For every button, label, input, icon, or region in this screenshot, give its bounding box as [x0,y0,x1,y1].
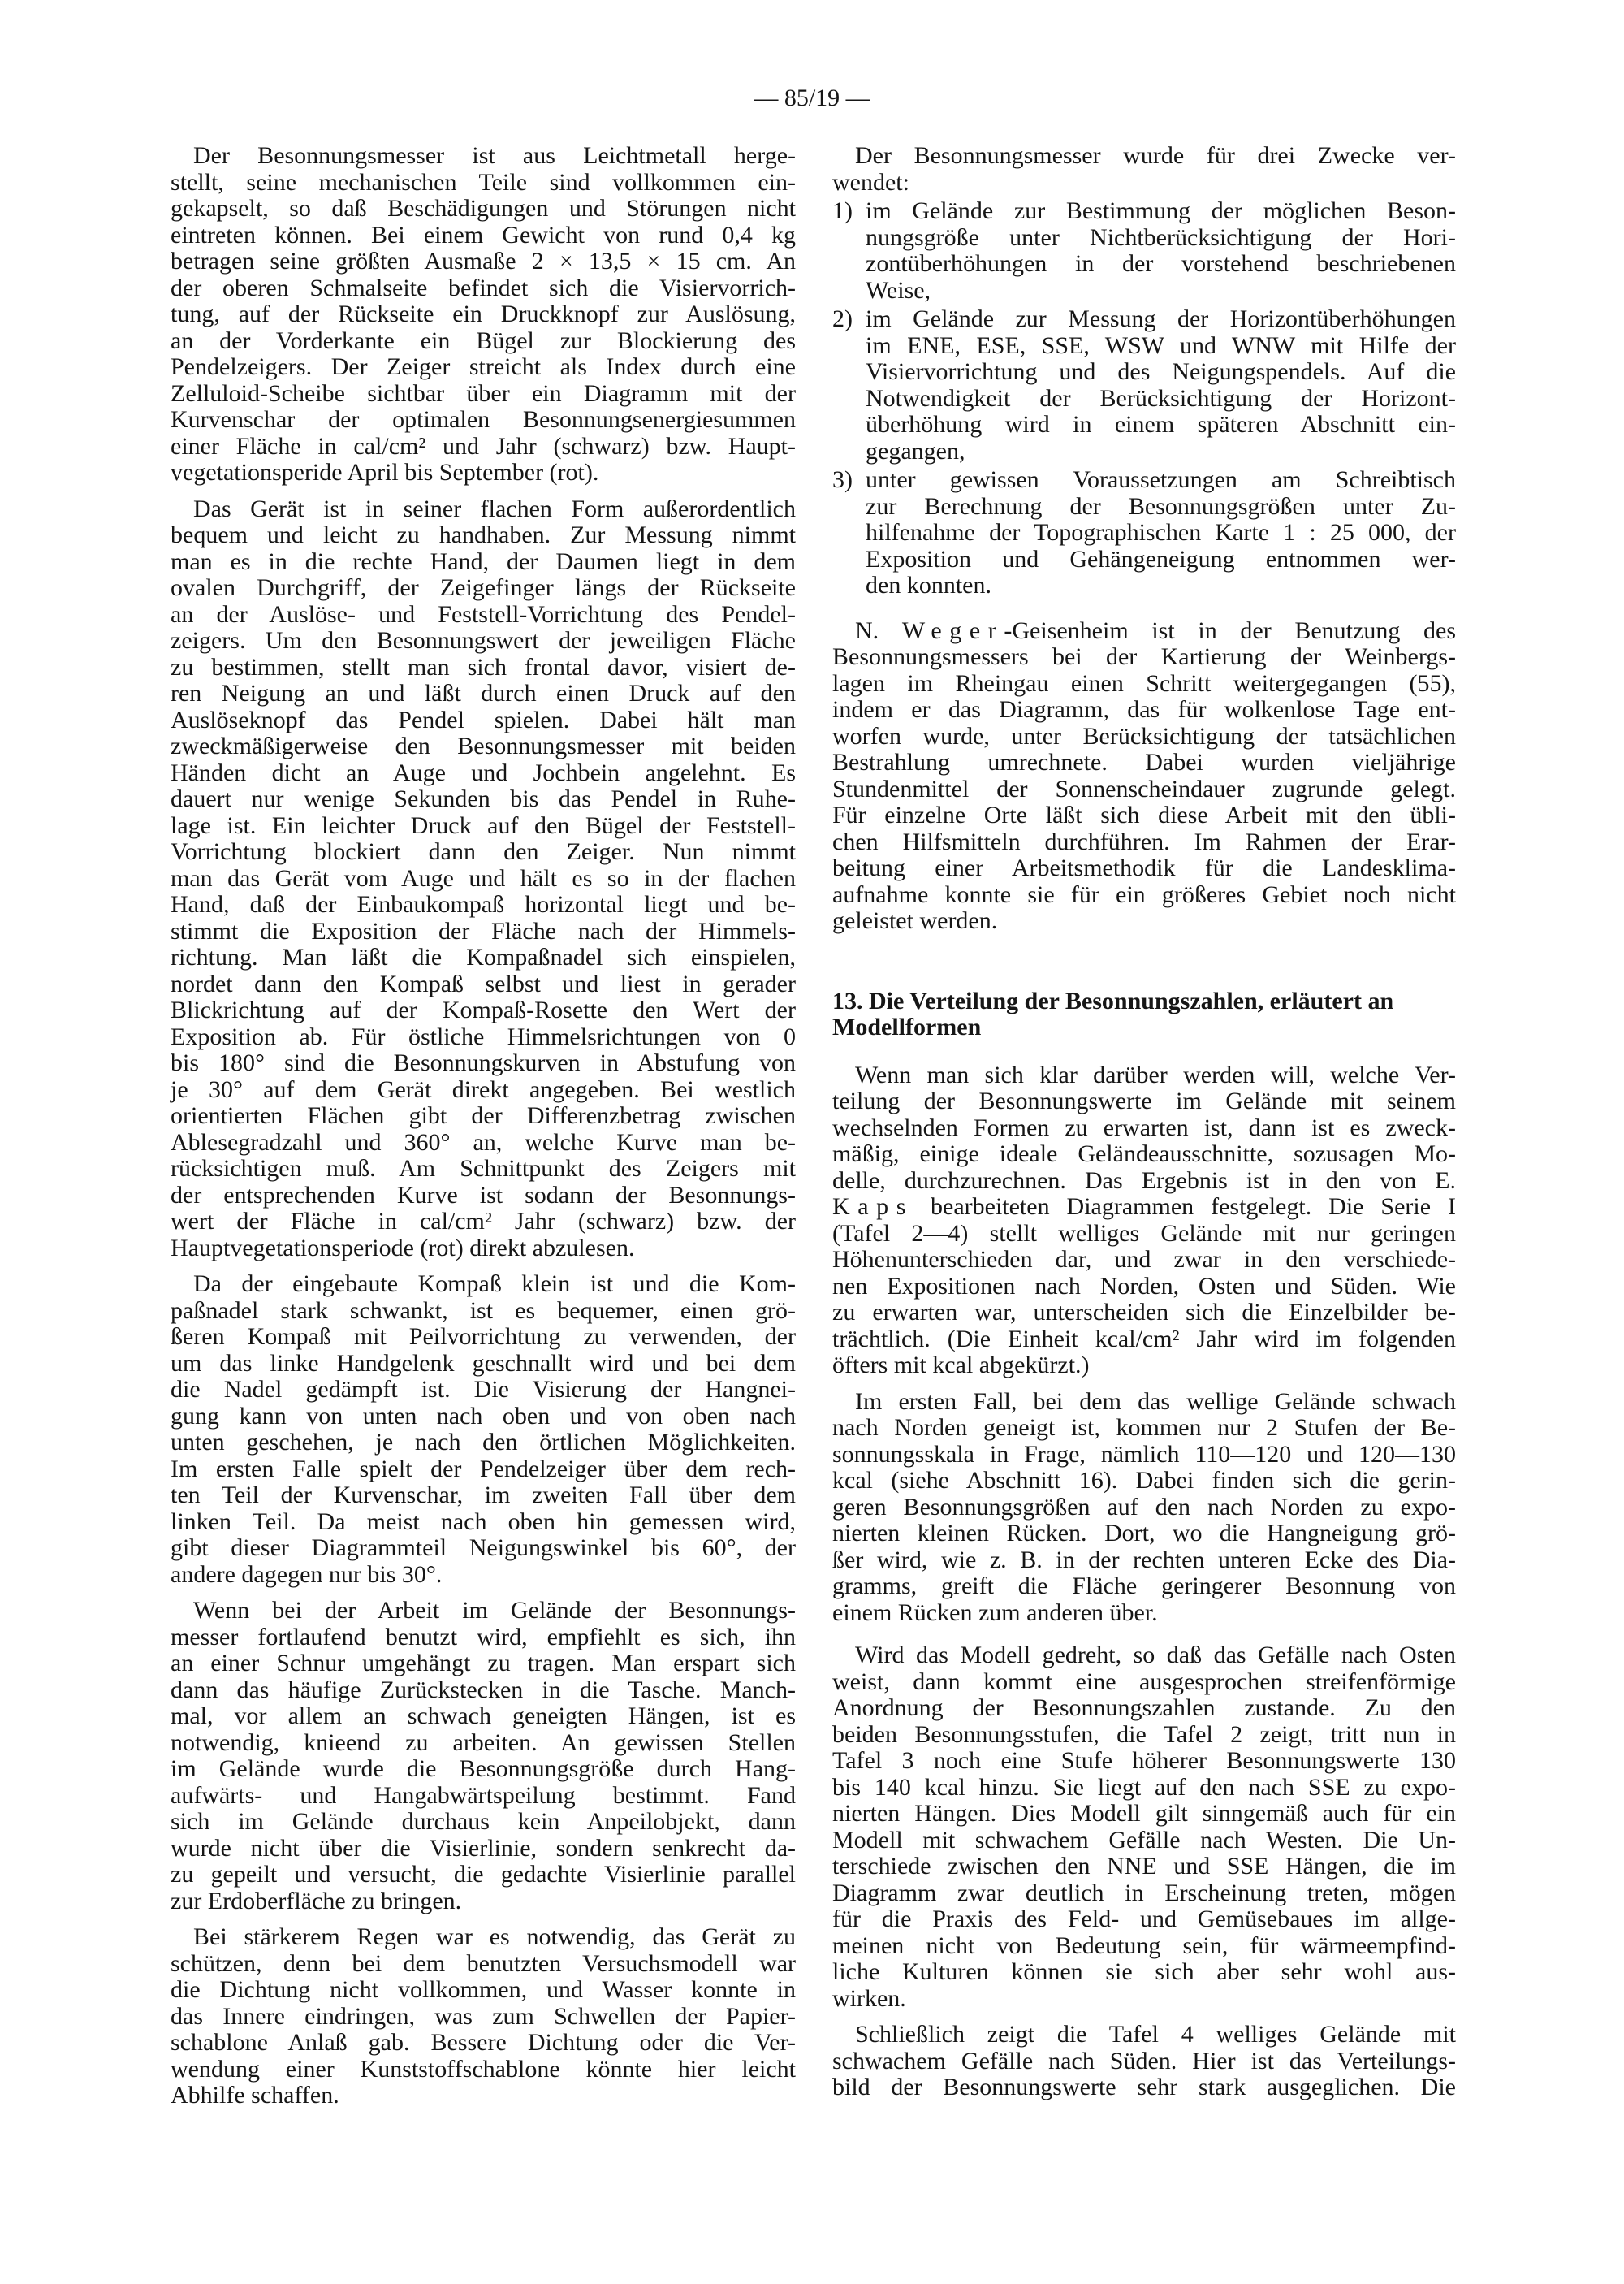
text-segment: N. [855,616,902,644]
text-line: gegangen, [866,437,965,465]
text-line: ten Teil der Kurvenschar, im zweiten Fall über dem [171,1482,796,1508]
text-line: Wenn bei der Arbeit im Gelände der Besonnungs- [193,1597,796,1624]
text-line: liche Kulturen können sie sich aber sehr wohl aus- [832,1958,1456,1985]
text-line: im Gelände wurde die Besonnungsgröße durch Hang- [171,1755,796,1782]
text-line: aufwärts- und Hangabwärtspeilung bestimmt. Fand [171,1781,796,1809]
paragraph [171,143,796,487]
text-line: wechselnden Formen zu erwarten ist, dann ist es zweck- [832,1114,1456,1141]
text-line: Das Gerät ist in seiner flachen Form außerordentlich [193,495,796,522]
text-line: zur Berechnung der Besonnungsgrößen unter Zu- [866,492,1456,520]
text-line: geleistet werden. [832,907,998,934]
text-line: unten geschehen, je nach den örtlichen Möglichkeiten. [171,1429,796,1456]
list-item-number: 1) [832,197,853,224]
text-line: zeigers. Um den Besonnungswert der jeweiligen Fläche [171,627,796,654]
text-line: nierten Hängen. Dies Modell gilt sinngemäß auch für ein [832,1800,1456,1827]
paragraph [832,1389,1456,1627]
text-line: Besonnungsmessers bei der Kartierung der Weinbergs- [832,643,1456,670]
list-item [832,306,1456,465]
text-line: vegetationsperide April bis September (rot). [171,459,599,486]
text-line [832,618,1456,645]
paragraph [832,618,1456,935]
paragraph [171,496,796,1262]
text-line: hilfenahme der Topographischen Karte 1 : 25 000, der [866,519,1456,546]
paragraph [832,1642,1456,2012]
text-line: linken Teil. Da meist nach oben hin gemessen wird, [171,1508,796,1535]
text-line: wendung einer Kunststoffschablone könnte hier leicht [171,2055,796,2083]
text-line [832,1194,1456,1221]
text-segment: -Geisenheim ist in der Benutzung des [1004,616,1456,644]
list-item [832,467,1456,599]
text-line: zweckmäßigerweise den Besonnungsmesser mit beiden [171,733,796,759]
text-line: ren Neigung an und läßt durch einen Druck auf den [171,680,796,707]
text-line: Der Besonnungsmesser wurde für drei Zwecke ver- [855,142,1456,169]
text-line: das Innere eindringen, was zum Schwellen der Papier- [171,2002,796,2030]
text-line: Exposition und Gehängeneigung entnommen wer- [866,545,1456,573]
text-line: Pendelzeigers. Der Zeiger streicht als Index durch eine [171,353,796,380]
text-line: schwachem Gefälle nach Süden. Hier ist das Verteilungs- [832,2047,1456,2074]
text-line: schützen, denn bei dem benutzten Versuchsmodell war [171,1949,796,1977]
text-line: der oberen Schmalseite befindet sich die Visiervorrich- [171,274,796,301]
text-line: Blickrichtung auf der Kompaß-Rosette den Wert der [171,997,796,1023]
text-line: Da der eingebaute Kompaß klein ist und die Kom- [193,1270,796,1297]
text-line: überhöhung wird in einem späteren Abschnitt ein- [866,411,1456,438]
text-line: an der Vorderkante ein Bügel zur Blockierung des [171,327,796,354]
section-heading [832,988,1456,1041]
text-line: worfen wurde, unter Berücksichtigung der tatsächlichen [832,722,1456,750]
text-line: meinen nicht von Bedeutung sein, für wärmeempfind- [832,1931,1456,1959]
text-line: nach Norden geneigt ist, kommen nur 2 Stufen der Be- [832,1414,1456,1441]
text-line: orientierten Flächen gibt der Differenzbetrag zwischen [171,1102,796,1129]
text-line: dann das häufige Zurückstecken in die Tasche. Manch- [171,1676,796,1703]
text-line: beiden Besonnungsstufen, die Tafel 2 zeigt, tritt nun in [832,1720,1456,1748]
text-line: um das linke Handgelenk geschnallt wird und bei dem [171,1349,796,1377]
text-line: ßeren Kompaß mit Peilvorrichtung zu verwenden, der [171,1323,796,1350]
text-line: eintreten können. Bei einem Gewicht von rund 0,4 kg [171,221,796,249]
text-line: Abhilfe schaffen. [171,2082,339,2109]
text-line: andere dagegen nur bis 30°. [171,1560,443,1588]
text-line: im ENE, ESE, SSE, WSW und WNW mit Hilfe der [866,331,1456,359]
text-line: einer Fläche in cal/cm² und Jahr (schwarz) bzw. Haupt- [171,432,796,460]
text-line: dauert nur wenige Sekunden bis das Pendel in Ruhe- [171,785,796,812]
text-line: bild der Besonnungswerte sehr stark ausgeglichen. Die [832,2074,1456,2100]
text-line: der entsprechenden Kurve ist sodann der Besonnungs- [171,1181,796,1209]
text-line: zu gepeilt und versucht, die gedachte Visierlinie parallel [171,1861,796,1888]
text-line: Stundenmittel der Sonnenscheindauer zugrunde gelegt. [832,775,1456,802]
text-line: ßer wird, wie z. B. in der rechten unteren Ecke des Dia- [832,1546,1456,1573]
text-line: Modellformen [832,1014,982,1040]
section-title: Die Verteilung der Besonnungszahlen, erläutert an [869,987,1394,1014]
text-line: den konnten. [866,572,991,599]
text-line: messer fortlaufend benutzt wird, empfiehlt es sich, ihn [171,1623,796,1650]
text-line: wert der Fläche in cal/cm² Jahr (schwarz) bzw. der [171,1208,796,1235]
text-line: Händen dicht an Auge und Jochbein angelehnt. Es [171,759,796,786]
text-line: chen Hilfsmitteln durchführen. Im Rahmen der Erar- [832,828,1456,855]
text-line: richtung. Man läßt die Kompaßnadel sich einspielen, [171,944,796,971]
text-line: beitung einer Arbeitsmethodik für die Landesklima- [832,854,1456,881]
text-line: gung kann von unten nach oben und von oben nach [171,1402,796,1430]
text-line: trächtlich. (Die Einheit kcal/cm² Jahr wird im folgenden [832,1325,1456,1352]
text-line: nierten kleinen Rücken. Dort, wo die Hangneigung grö- [832,1520,1456,1546]
text-line: einem Rücken zum anderen über. [832,1598,1158,1626]
text-line: notwendig, knieend zu arbeiten. An gewissen Stellen [171,1728,796,1756]
text-line: terschiede zwischen den NNE und SSE Hängen, die im [832,1853,1456,1880]
text-line: schablone Anlaß gab. Bessere Dichtung oder die Ver- [171,2029,796,2056]
text-line: im Gelände zur Messung der Horizontüberhöhungen [866,305,1456,332]
text-line: Kurvenschar der optimalen Besonnungsenergiesummen [171,406,796,433]
text-line: nen Expositionen nach Norden, Osten und Süden. Wie [832,1272,1456,1300]
text-segment: bearbeiteten Diagrammen festgelegt. Die Serie I [914,1193,1456,1220]
text-line: Höhenunterschieden dar, und zwar in den verschiede- [832,1246,1456,1273]
text-line: Wenn man sich klar darüber werden will, welche Ver- [855,1061,1456,1088]
text-line: Schließlich zeigt die Tafel 4 welliges Gelände mit [855,2021,1456,2048]
text-line: man es in die rechte Hand, der Daumen liegt in dem [171,547,796,575]
text-line: zur Erdoberfläche zu bringen. [171,1887,462,1914]
right-column [832,143,1456,2101]
author-name: Weger [901,616,1004,644]
paragraph [171,1924,796,2109]
text-line: nungsgröße unter Nichtberücksichtigung der Hori- [866,223,1456,251]
text-line: geren Besonnungsgrößen auf den nach Norden zu expo- [832,1493,1456,1521]
text-line: indem er das Diagramm, das für wolkenlose Tage ent- [832,696,1456,723]
text-line: an einer Schnur umgehängt zu tragen. Man erspart sich [171,1650,796,1676]
text-line: Anordnung der Besonnungszahlen zustande. Zu den [832,1694,1456,1721]
text-line: gramms, greift die Fläche geringerer Besonnung von [832,1572,1456,1599]
text-line: stimmt die Exposition der Fläche nach der Himmels- [171,917,796,945]
author-name: Kaps [832,1193,914,1220]
text-line: Hauptvegetationsperiode (rot) direkt abzulesen. [171,1234,635,1261]
paragraph [832,2022,1456,2101]
text-line: nordet dann den Kompaß selbst und liest in gerader [171,970,796,997]
text-line: weist, dann kommt eine ausgesprochen streifenförmige [832,1668,1456,1695]
text-line: paßnadel stark schwankt, ist es bequemer, einen grö- [171,1296,796,1324]
text-line: aufnahme konnte sie für ein größeres Gebiet noch nicht [832,880,1456,908]
text-line: an der Auslöse- und Feststell-Vorrichtung des Pendel- [171,600,796,628]
text-line: wirken. [832,1984,906,2012]
text-line: im Gelände zur Bestimmung der möglichen Beson- [866,197,1456,224]
text-line: sich im Gelände durchaus kein Anpeilobjekt, dann [171,1808,796,1835]
paragraph [171,1598,796,1914]
text-line: Im ersten Fall, bei dem das wellige Gelände schwach [855,1387,1456,1415]
text-line: (Tafel 2—4) stellt welliges Gelände mit nur geringen [832,1219,1456,1247]
text-line: gibt dieser Diagrammteil Neigungswinkel bis 60°, der [171,1534,796,1561]
paragraph [171,1271,796,1588]
text-line: mäßig, einige ideale Geländeausschnitte, sozusagen Mo- [832,1140,1456,1167]
text-line: bis 140 kcal hinzu. Sie liegt auf den nach SSE zu expo- [832,1773,1456,1801]
text-line: Weise, [866,276,931,304]
paragraph [832,143,1456,196]
text-line: bequem und leicht zu handhaben. Zur Messung nimmt [171,521,796,548]
text-line: sonnungsskala in Frage, nämlich 110—120 und 120—130 [832,1440,1456,1468]
text-line: Auslöseknopf das Pendel spielen. Dabei hält man [171,706,796,733]
paragraph [832,1062,1456,1379]
text-line: Notwendigkeit der Berücksichtigung der Horizont- [866,384,1456,412]
text-line: Tafel 3 noch eine Stufe höherer Besonnungswerte 130 [832,1747,1456,1774]
text-line: Ablesegradzahl und 360° an, welche Kurve man be- [171,1128,796,1156]
text-line: betragen seine größten Ausmaße 2 × 13,5 × 15 cm. An [171,248,796,275]
text-line: kcal (siehe Abschnitt 16). Dabei finden sich die gerin- [832,1467,1456,1494]
text-line: Modell mit schwachem Gefälle nach Westen. Die Un- [832,1826,1456,1854]
list-item-number: 3) [832,466,853,493]
list-item-number: 2) [832,305,853,332]
text-line: tung, auf der Rückseite ein Druckknopf zur Auslösung, [171,301,796,327]
text-line: Vorrichtung blockiert dann den Zeiger. Nun nimmt [171,838,796,865]
text-line: Diagramm zwar deutlich in Erscheinung treten, mögen [832,1879,1456,1906]
text-line: Für einzelne Orte läßt sich diese Arbeit mit den übli- [832,802,1456,828]
text-line: Der Besonnungsmesser ist aus Leichtmetall herge- [193,142,796,169]
text-line: bis 180° sind die Besonnungskurven in Abstufung von [171,1049,796,1076]
page-number: — 85/19 — [754,84,870,111]
text-line: Bei stärkerem Regen war es notwendig, das Gerät zu [193,1923,796,1950]
text-line: zontüberhöhungen in der vorstehend beschriebenen [866,250,1456,277]
text-line: lage ist. Ein leichter Druck auf den Bügel der Feststell- [171,811,796,839]
text-line: wendet: [832,168,909,196]
text-line: Zelluloid-Scheibe sichtbar über ein Diagramm mit der [171,379,796,407]
left-column [171,143,796,2109]
text-line: die Dichtung nicht vollkommen, und Wasser konnte in [171,1976,796,2003]
text-line: lagen im Rheingau einen Schritt weitergegangen (55), [832,669,1456,697]
text-line: man das Gerät vom Auge und hält es so in der flachen [171,864,796,892]
text-line: zu bestimmen, stellt man sich frontal davor, visiert de- [171,653,796,681]
text-line: rücksichtigen muß. Am Schnittpunkt des Zeigers mit [171,1155,796,1182]
text-line: mal, vor allem an schwach geneigten Hängen, ist es [171,1702,796,1729]
text-line: die Nadel gedämpft ist. Die Visierung der Hangnei- [171,1376,796,1403]
text-line: unter gewissen Voraussetzungen am Schreibtisch [866,466,1456,493]
text-line: je 30° auf dem Gerät direkt angegeben. Bei westlich [171,1075,796,1103]
text-line: gekapselt, so daß Beschädigungen und Störungen nicht [171,195,796,222]
text-line: Exposition ab. Für östliche Himmelsrichtungen von 0 [171,1023,796,1050]
text-line: öfters mit kcal abgekürzt.) [832,1352,1090,1378]
text-line: stellt, seine mechanischen Teile sind vollkommen ein- [171,168,796,196]
list-item [832,198,1456,304]
text-line [832,988,1456,1015]
text-line: wurde nicht über die Visierlinie, sondern senkrecht da- [171,1834,796,1862]
text-line: Wird das Modell gedreht, so daß das Gefälle nach Osten [855,1642,1456,1668]
text-line: zu erwarten war, unterscheiden sich die Einzelbilder be- [832,1299,1456,1326]
text-line: Im ersten Falle spielt der Pendelzeiger über dem rech- [171,1455,796,1482]
text-line: delle, durchzurechnen. Das Ergebnis ist in den von E. [832,1166,1456,1194]
section-number: 13. [832,987,863,1014]
text-line: teilung der Besonnungswerte im Gelände mit seinem [832,1088,1456,1114]
text-line: Visiervorrichtung und des Neigungspendels. Auf die [866,358,1456,385]
text-line: für die Praxis des Feld- und Gemüsebaues im allge- [832,1905,1456,1932]
text-line: ovalen Durchgriff, der Zeigefinger längs der Rückseite [171,574,796,601]
text-line: Hand, daß der Einbaukompaß horizontal liegt und be- [171,891,796,918]
text-line: Bestrahlung umrechnete. Dabei wurden vieljährige [832,749,1456,776]
